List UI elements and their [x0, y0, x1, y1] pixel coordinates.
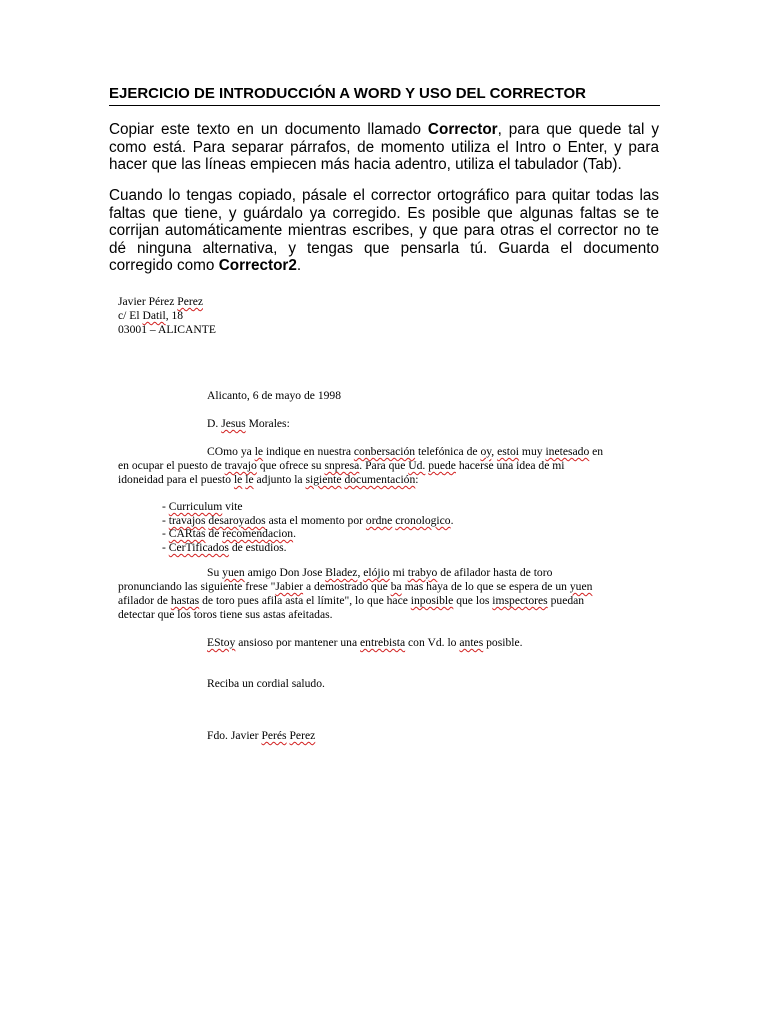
- body1-line: COmo ya le indique en nuestra conbersación telefónica de oy, estoi muy inetesado en: [207, 445, 604, 458]
- spelling-error-mark: imspectores: [492, 594, 548, 607]
- attachment-item: - CARtas de recomendacion.: [162, 527, 296, 540]
- spelling-error-mark: ordne: [365, 514, 393, 527]
- body1-line: idoneidad para el puesto le le adjunto la sigiente documentación:: [118, 473, 419, 486]
- body2-line: detectar que los toros tiene sus astas afeitadas.: [118, 608, 333, 621]
- spelling-error-mark: documentación: [344, 473, 416, 486]
- spelling-error-mark: Jesus: [221, 417, 246, 430]
- spelling-error-mark: puede: [428, 459, 456, 472]
- spelling-error-mark: Ud.: [408, 459, 426, 472]
- spelling-error-mark: trabyo: [407, 566, 438, 579]
- p1-text-a: Copiar este texto en un documento llamado: [109, 121, 428, 138]
- spelling-error-mark: CARtas: [168, 527, 206, 540]
- spelling-error-mark: elójio: [363, 566, 390, 579]
- spelling-error-mark: hastas: [170, 594, 200, 607]
- spelling-error-mark: oy: [480, 445, 492, 458]
- body3-line: EStoy ansioso por mantener una entrebista con Vd. lo antes posible.: [207, 636, 523, 649]
- attachment-item: - travajos desaroyados asta el momento por ordne cronologico.: [162, 514, 454, 527]
- spelling-error-mark: desaroyados: [208, 514, 266, 527]
- spelling-error-mark: Curriculum: [168, 500, 223, 513]
- body2-line: afilador de hastas de toro pues afila asta el límite", lo que hace inposible que los imspectores puedan: [118, 594, 585, 607]
- spelling-error-mark: ba: [390, 580, 402, 593]
- attachment-item: - CerTificados de estudios.: [162, 541, 287, 554]
- spelling-error-mark: inetesado: [545, 445, 590, 458]
- spelling-error-mark: Datil: [142, 309, 166, 322]
- spelling-error-mark: yuen: [222, 566, 245, 579]
- spelling-error-mark: Perez: [289, 729, 316, 742]
- spelling-error-mark: recomendacion: [222, 527, 294, 540]
- spelling-error-mark: entrebista: [360, 636, 406, 649]
- p2-text-a: Cuando lo tengas copiado, pásale el corrector ortográfico para quitar todas las faltas que tiene, y guárdalo ya corregido. Es posible que algunas faltas se te corrijan automáticamente mientras escribes, y que para otras el corrector no te dé ninguna alternativa, y tengas que pensarla tú. Guarda el documento corregido como: [109, 187, 659, 274]
- sender-name: Javier Pérez Perez: [118, 295, 203, 308]
- body2-line: Su yuen amigo Don Jose Bladez, elójio mi trabyo de afilador hasta de toro: [207, 566, 553, 579]
- spelling-error-mark: le: [254, 445, 264, 458]
- letter-recipient: D. Jesus Morales:: [207, 417, 290, 430]
- p2-filename: Corrector2: [218, 257, 297, 274]
- sender-street: c/ El Datil, 18: [118, 309, 184, 322]
- letter-closing: Reciba un cordial saludo.: [207, 677, 325, 690]
- sender-city: 03001 – ALICANTE: [118, 323, 216, 336]
- spelling-error-mark: estoi: [497, 445, 520, 458]
- body2-line: pronunciando las siguiente frese "Jabier a demostrado que ba mas haya de lo que se espera de un yuen: [118, 580, 593, 593]
- spelling-error-mark: cronologico: [395, 514, 451, 527]
- letter-signature: Fdo. Javier Perés Perez: [207, 729, 316, 742]
- spelling-error-mark: Jabier: [275, 580, 304, 593]
- spelling-error-mark: le: [233, 473, 243, 486]
- spelling-error-mark: travajos: [168, 514, 206, 527]
- spelling-error-mark: antes: [459, 636, 484, 649]
- spelling-error-mark: Perez: [177, 295, 203, 308]
- letter-date: Alicanto, 6 de mayo de 1998: [207, 389, 342, 402]
- attachment-item: - Curriculum vite: [162, 500, 243, 513]
- spelling-error-mark: Perés: [261, 729, 287, 742]
- p1-text-c: , para que quede tal y como está. Para separar párrafos, de momento utiliza el Intro o Enter, y para hacer que las líneas empiecen más hacia adentro, utiliza el tabulador (Tab).: [109, 121, 659, 173]
- p1-filename: Corrector: [427, 121, 498, 138]
- spelling-error-mark: le: [245, 473, 254, 486]
- p2-text-c: .: [296, 257, 302, 274]
- spelling-error-mark: CerTificados: [168, 541, 229, 554]
- exercise-title: EJERCICIO DE INTRODUCCIÓN A WORD Y USO DEL CORRECTOR: [109, 84, 660, 106]
- spelling-error-mark: conbersación: [353, 445, 416, 458]
- spelling-error-mark: yuen: [569, 580, 593, 593]
- body1-line: en ocupar el puesto de travajo que ofrece su snpresa. Para que Ud. puede hacerse una idea de mi: [118, 459, 565, 472]
- spelling-error-mark: travajo: [224, 459, 257, 472]
- spelling-error-mark: EStoy: [207, 636, 236, 649]
- spelling-error-mark: snpresa: [324, 459, 360, 472]
- spelling-error-mark: Bladez: [325, 566, 358, 579]
- spelling-error-mark: sigiente: [305, 473, 342, 486]
- spelling-error-mark: inposible: [410, 594, 454, 607]
